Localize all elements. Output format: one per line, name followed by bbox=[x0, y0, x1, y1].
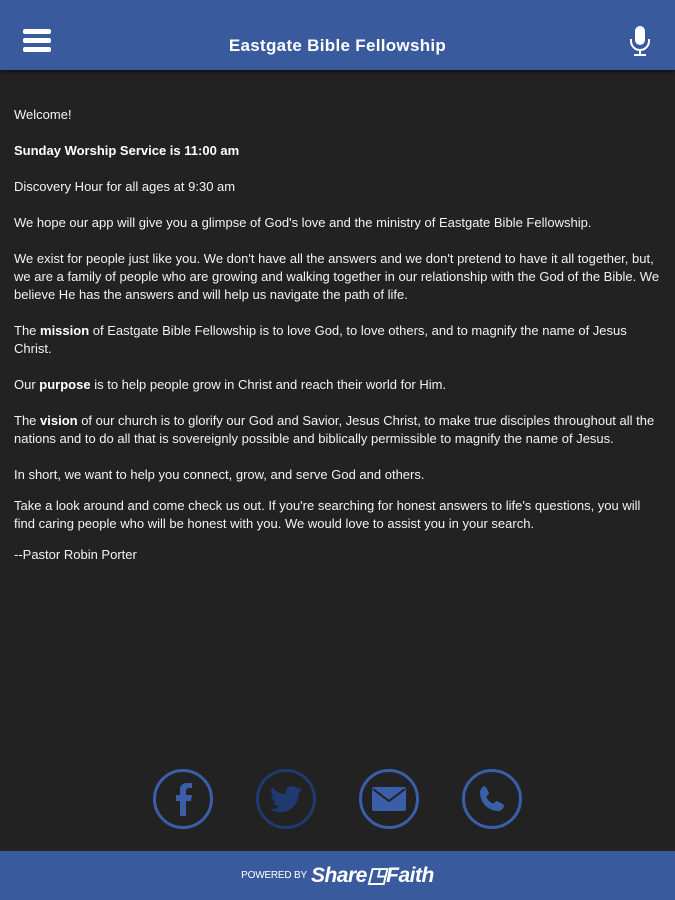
twitter-icon bbox=[270, 785, 302, 813]
service-time: Sunday Worship Service is 11:00 am bbox=[14, 143, 240, 158]
welcome-text: Welcome! bbox=[14, 107, 72, 122]
powered-by-footer bbox=[0, 851, 675, 900]
facebook-button[interactable] bbox=[153, 769, 213, 829]
sharefaith-logo[interactable]: Share◳Faith bbox=[310, 864, 434, 887]
facebook-icon bbox=[171, 782, 195, 816]
discovery-hour: Discovery Hour for all ages at 9:30 am bbox=[14, 179, 236, 194]
exist-paragraph: We exist for people just like you. We don't have all the answers and we don't pretend to have it all together, but, we are a family of people who are growing and walking together in our relationship with the God of the Bible. We believe He has the answers and will help us navigate the path of life. bbox=[14, 251, 660, 302]
purpose-paragraph: Our purpose is to help people grow in Christ and reach their world for Him. bbox=[14, 377, 447, 392]
phone-button[interactable] bbox=[462, 769, 522, 829]
twitter-button[interactable] bbox=[256, 769, 316, 829]
email-button[interactable] bbox=[359, 769, 419, 829]
short-paragraph: In short, we want to help you connect, grow, and serve God and others. bbox=[14, 467, 425, 482]
mission-paragraph: The mission of Eastgate Bible Fellowship is to love God, to love others, and to magnify the name of Jesus Christ. bbox=[14, 323, 627, 356]
vision-paragraph: The vision of our church is to glorify our God and Savior, Jesus Christ, to make true disciples throughout all the nations and to do all that is sovereignly possible and biblically permissible to magnify the name of Jesus. bbox=[14, 413, 655, 446]
phone-icon bbox=[478, 785, 506, 813]
microphone-icon[interactable] bbox=[629, 26, 651, 56]
hope-paragraph: We hope our app will give you a glimpse of God's love and the ministry of Eastgate Bible Fellowship. bbox=[14, 215, 592, 230]
page-title: Eastgate Bible Fellowship bbox=[228, 36, 447, 55]
email-icon bbox=[372, 787, 406, 811]
powered-by-label: POWERED BY bbox=[241, 870, 307, 881]
pastor-signature: --Pastor Robin Porter bbox=[14, 547, 137, 562]
app-header bbox=[0, 0, 675, 70]
look-paragraph: Take a look around and come check us out. If you're searching for honest answers to life's questions, you will find caring people who will be honest with you. We would love to assist you in your search. bbox=[14, 498, 641, 531]
welcome-content bbox=[14, 106, 664, 582]
